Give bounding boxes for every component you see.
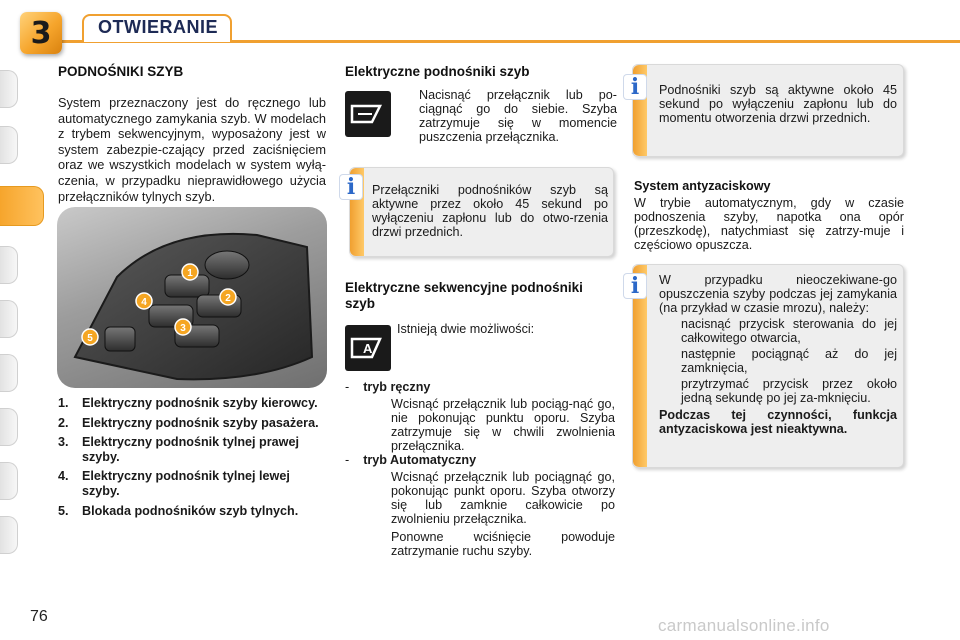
antipinch-heading: System antyzaciskowy [634, 179, 771, 193]
auto-mode-label: - tryb Automatyczny [345, 453, 477, 467]
info-icon: i [624, 75, 646, 99]
auto-mode-instructions [369, 470, 615, 558]
section-heading: PODNOŚNIKI SZYB [58, 64, 184, 79]
callout-2-label: 2 [225, 293, 231, 304]
manual-mode-label: - tryb ręczny [345, 380, 431, 394]
instruction-bullet: Nacisnąć przełącznik lub po-ciągnąć go do siebie. Szyba zatrzymuje się w momencie puszczenia przełącznika. [419, 88, 617, 144]
instruction-bullet: Wcisnąć przełącznik lub pociągnąć go, pokonując punkt oporu. Szyba otworzy się lub zamknie całkowicie po zwolnieniu przełącznika. [391, 470, 615, 526]
manual-mode-instruction [369, 397, 615, 453]
electric-instruction [397, 88, 617, 144]
side-tab-5[interactable] [0, 300, 18, 338]
list-item: 2. Elektryczny podnośnik szyby pasażera. [58, 415, 319, 430]
info-icon: i [340, 175, 362, 199]
info-box-electric [349, 167, 614, 257]
side-tab-1[interactable] [0, 70, 18, 108]
info-box-antipinch-reset [632, 264, 904, 468]
sequential-windows-heading: Elektryczne sekwencyjne podnośniki szyb [345, 280, 583, 311]
watermark: carmanualsonline.info [658, 616, 830, 635]
info-bullet: nacisnąć przycisk sterowania do jej całkowitego otwarcia, [681, 317, 897, 345]
page-number: 76 [30, 608, 48, 625]
info-box-active-time [632, 64, 904, 157]
component-list [58, 396, 328, 523]
side-tab-3-active[interactable] [0, 186, 44, 226]
info-warning: Podczas tej czynności, funkcja antyzaciskowa jest nieaktywna. [659, 408, 897, 436]
list-item: 5. Blokada podnośników szyb tylnych. [58, 503, 299, 518]
antipinch-text: W trybie automatycznym, gdy w czasie podnoszenia szyby, napotka ona opór (przeszkodę), natychmiast się zatrzy-muje i częściowo opuszcza. [634, 196, 904, 252]
info-bullet: przytrzymać przycisk przez około jedną sekundę po jej za-mknięciu. [681, 377, 897, 405]
instruction-bullet: Wcisnąć przełącznik lub pociąg-nąć go, nie pokonując punktu oporu. Szyba zatrzymuje się w chwili zwolnienia przełącznika. [391, 397, 615, 453]
chapter-title: OTWIERANIE [98, 17, 218, 37]
side-tab-4[interactable] [0, 246, 18, 284]
list-item: 1. Elektryczny podnośnik szyby kierowcy. [58, 396, 318, 410]
chapter-badge [20, 12, 62, 54]
instruction-bullet: Ponowne wciśnięcie powoduje zatrzymanie ruchu szyby. [391, 530, 615, 558]
callout-4-label: 4 [141, 297, 147, 308]
two-options: Istnieją dwie możliwości: [397, 322, 535, 336]
svg-text:A: A [363, 341, 373, 356]
info-content [659, 273, 897, 436]
info-icon: i [624, 274, 646, 298]
callout-5-label: 5 [87, 333, 93, 344]
auto-window-switch-icon [345, 325, 391, 371]
intro-paragraph: System przeznaczony jest do ręcznego lub automatycznego zamykania szyb. W modelach z trybem sekwencyjnym, wyposażony jest w system zabezpie-czający przed zaciśnięciem oraz we wszystkich modelach w system wyłą-czenia, w przypadku nieprawidłowego użycia przełączników tylnych szyb. [58, 95, 326, 204]
side-tab-9[interactable] [0, 516, 18, 554]
side-tab-7[interactable] [0, 408, 18, 446]
list-item: 4. Elektryczny podnośnik tylnej lewej szyby. [58, 469, 290, 498]
side-tab-6[interactable] [0, 354, 18, 392]
info-text: Podnośniki szyb są aktywne około 45 sekund po wyłączeniu zapłonu lub do momentu otworzenia drzwi przednich. [659, 83, 897, 125]
electric-windows-heading: Elektryczne podnośniki szyb [345, 64, 530, 79]
info-intro: W przypadku nieoczekiwane-go opuszczenia szyby podczas jej zamykania (na przykład w czasie mrozu), należy: [659, 273, 897, 315]
side-tab-2[interactable] [0, 126, 18, 164]
window-switch-panel-photo [57, 207, 327, 388]
callout-3-label: 3 [180, 323, 186, 334]
list-item: 3. Elektryczny podnośnik tylnej prawej szyby. [58, 435, 299, 464]
info-text: Przełączniki podnośników szyb są aktywne przez około 45 sekund po wyłączeniu zapłonu lub do otwo-rzenia drzwi przednich. [372, 183, 608, 239]
side-tab-8[interactable] [0, 462, 18, 500]
window-switch-icon [345, 91, 391, 137]
info-bullet: następnie pociągnąć aż do jej zamknięcia, [681, 347, 897, 375]
chapter-number: 3 [30, 15, 52, 51]
callout-1-label: 1 [187, 268, 193, 279]
